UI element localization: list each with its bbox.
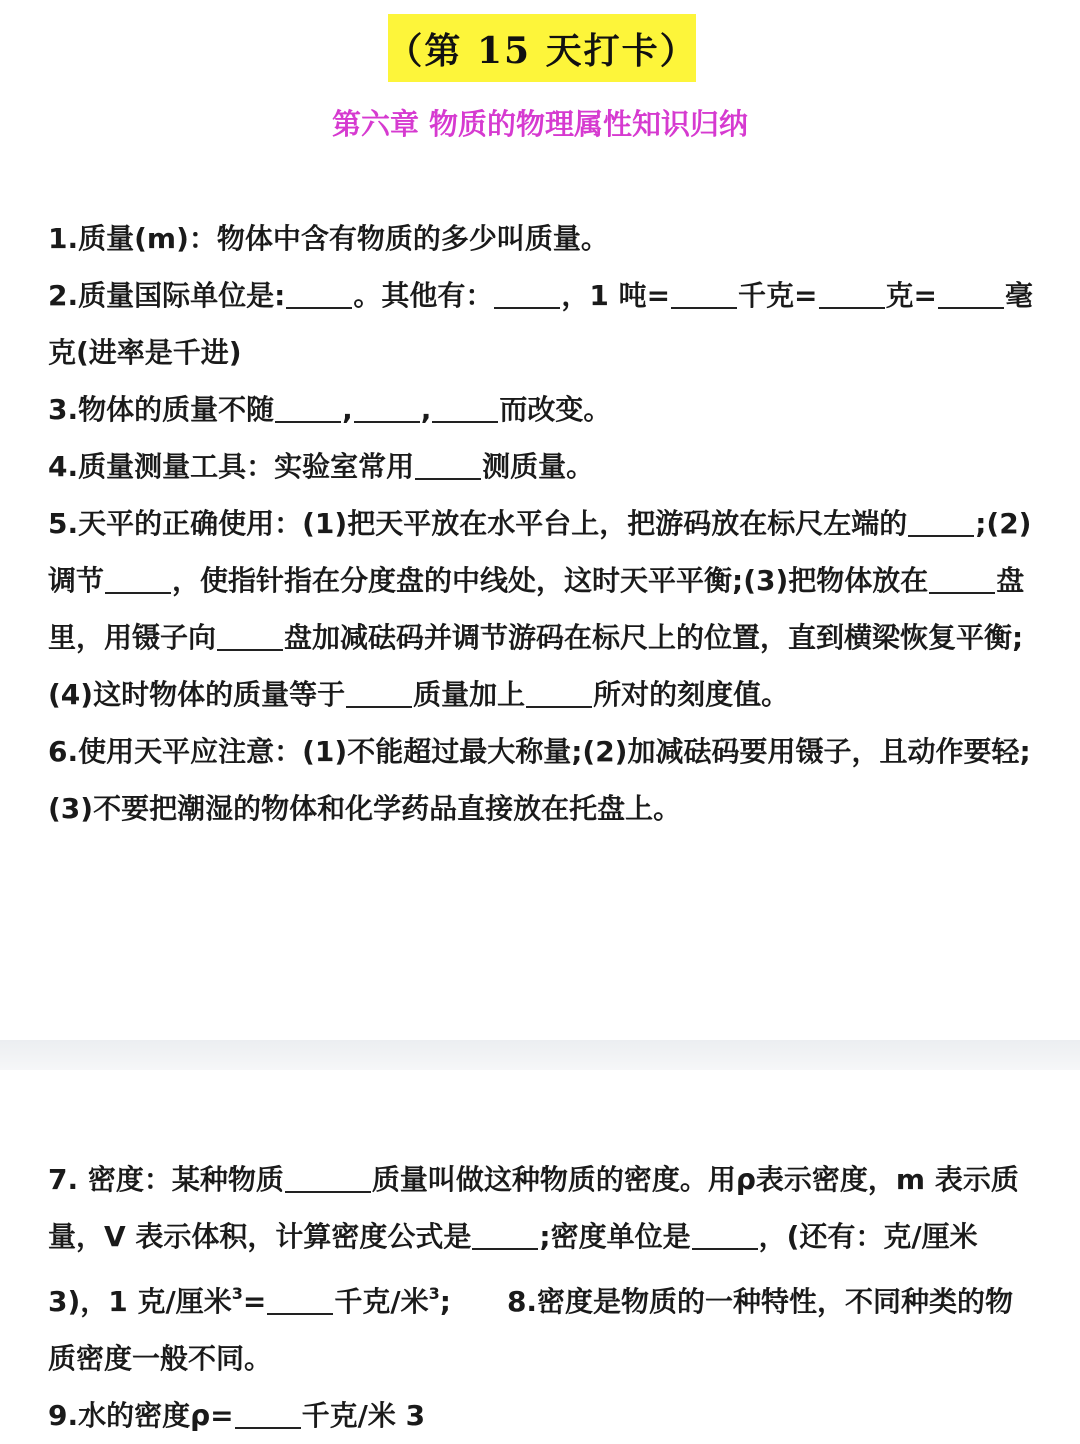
blank (526, 676, 592, 708)
blank (286, 277, 352, 309)
blank (938, 277, 1004, 309)
chapter-subtitle: 第六章 物质的物理属性知识归纳 (331, 107, 749, 141)
knowledge-list-bottom (48, 1151, 1038, 1444)
blank (235, 1397, 301, 1429)
page-divider (0, 1040, 1080, 1070)
item-1-mass-definition: 1.质量(m)：物体中含有物质的多少叫质量。 (48, 222, 609, 255)
blank (275, 391, 341, 423)
blank (105, 562, 171, 594)
blank (671, 277, 737, 309)
item-5-balance-usage: 5.天平的正确使用：(1)把天平放在水平台上，把游码放在标尺左端的 ;(2)调节 ，使指针指在分度盘的中线处，这时天平平衡;(3)把物体放在 盘里，用镊子向 盘加减砝码并调节游码在标尺上的位置，直到横梁恢复平衡;(4)这时物体的质量等于 质量加上 所对的刻度值。 (48, 507, 1032, 711)
item-7-8-density: 7. 密度：某种物质 质量叫做这种物质的密度。用ρ表示密度，m 表示质量，V 表示体积，计算密度公式是 ;密度单位是 ，(还有：克/厘米 3)，1 克/厘米$^3$= 千克/米$^3$; 8.密度是物质的一种特性，不同种类的物质密度一般不同。 (48, 1163, 1019, 1375)
blank (692, 1218, 758, 1250)
blank (819, 277, 885, 309)
item-9-water-density: 9.水的密度ρ= 千克/米 3 (48, 1399, 426, 1432)
blank (217, 619, 283, 651)
blank (929, 562, 995, 594)
knowledge-list-top (48, 210, 1038, 837)
item-6-balance-notes: 6.使用天平应注意：(1)不能超过最大称量;(2)加减砝码要用镊子，且动作要轻;(3)不要把潮湿的物体和化学药品直接放在托盘上。 (48, 735, 1031, 825)
blank (267, 1283, 333, 1315)
item-3-mass-invariance: 3.物体的质量不随 , , 而改变。 (48, 393, 612, 426)
item-2-mass-units: 2.质量国际单位是: 。其他有： ，1 吨= 千克= 克= 毫克(进率是千进) (48, 279, 1033, 369)
item-4-measurement-tool: 4.质量测量工具：实验室常用 测质量。 (48, 450, 595, 483)
blank (346, 676, 412, 708)
blank (472, 1218, 538, 1250)
blank (415, 448, 481, 480)
blank (285, 1161, 371, 1193)
blank (908, 505, 974, 537)
blank (432, 391, 498, 423)
blank (494, 277, 560, 309)
day-checkin-title: （第 15 天打卡） (388, 14, 696, 82)
blank (354, 391, 420, 423)
